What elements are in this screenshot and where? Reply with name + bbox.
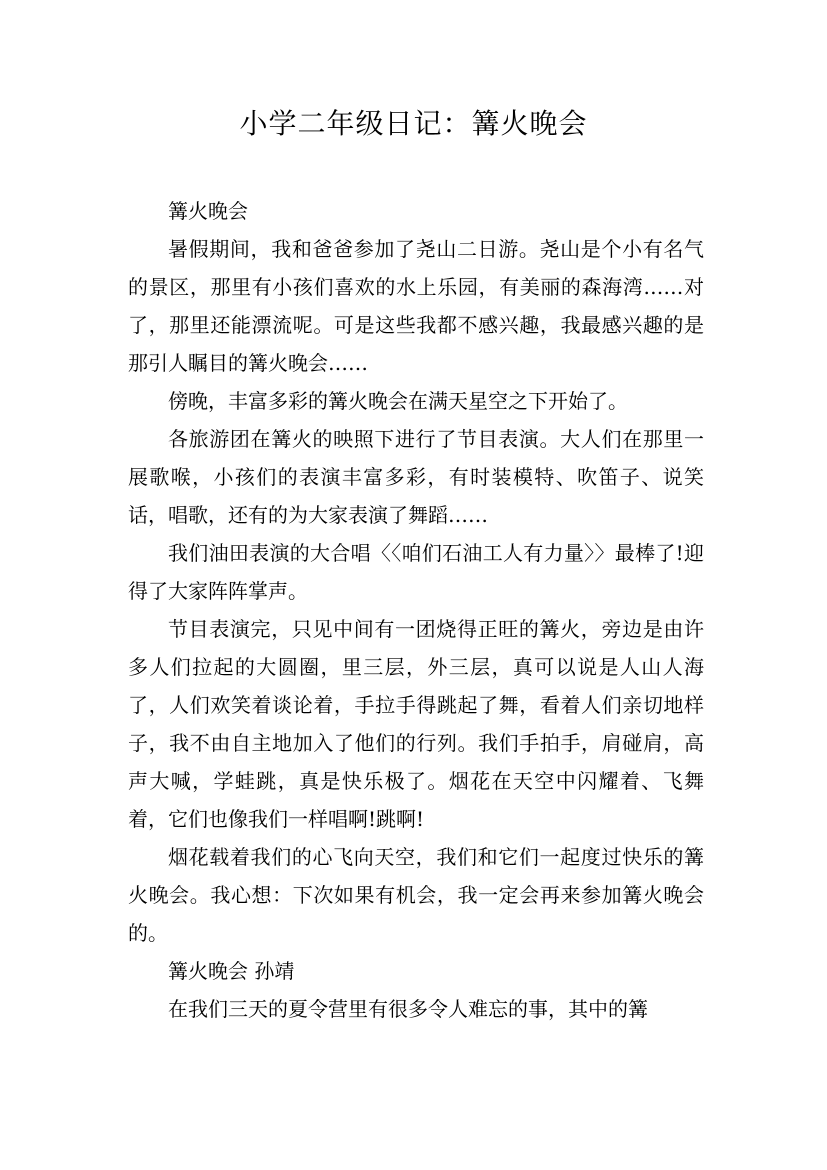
paragraph: 我们油田表演的大合唱〈〈咱们石油工人有力量〉〉最棒了!迎得了大家阵阵掌声。 [128, 541, 704, 603]
document-body [128, 192, 704, 1028]
paragraph: 在我们三天的夏令营里有很多令人难忘的事，其中的篝 [168, 997, 648, 1021]
paragraph: 烟花载着我们的心飞向天空，我们和它们一起度过快乐的篝火晚会。我心想：下次如果有机会，我一定会再来参加篝火晚会的。 [128, 845, 704, 945]
section-heading-with-author: 篝火晚会 孙靖 [168, 959, 295, 983]
paragraph: 傍晚，丰富多彩的篝火晚会在满天星空之下开始了。 [168, 389, 628, 413]
paragraph: 暑假期间，我和爸爸参加了尧山二日游。尧山是个小有名气的景区，那里有小孩们喜欢的水上乐园，有美丽的森海湾……对了，那里还能漂流呢。可是这些我都不感兴趣，我最感兴趣的是那引人瞩目的篝火晚会…… [128, 237, 704, 375]
paragraph: 节目表演完，只见中间有一团烧得正旺的篝火，旁边是由许多人们拉起的大圆圈，里三层，外三层，真可以说是人山人海了，人们欢笑着谈论着，手拉手得跳起了舞，看着人们亲切地样子，我不由自主地加入了他们的行列。我们手拍手，肩碰肩，高声大喊，学蛙跳，真是快乐极了。烟花在天空中闪耀着、飞舞着，它们也像我们一样唱啊!跳啊! [128, 617, 704, 831]
document-title: 小学二年级日记：篝火晚会 [239, 107, 588, 140]
section-heading: 篝火晚会 [168, 199, 248, 223]
paragraph: 各旅游团在篝火的映照下进行了节目表演。大人们在那里一展歌喉，小孩们的表演丰富多彩，有时装模特、吹笛子、说笑话，唱歌，还有的为大家表演了舞蹈…… [128, 427, 704, 527]
